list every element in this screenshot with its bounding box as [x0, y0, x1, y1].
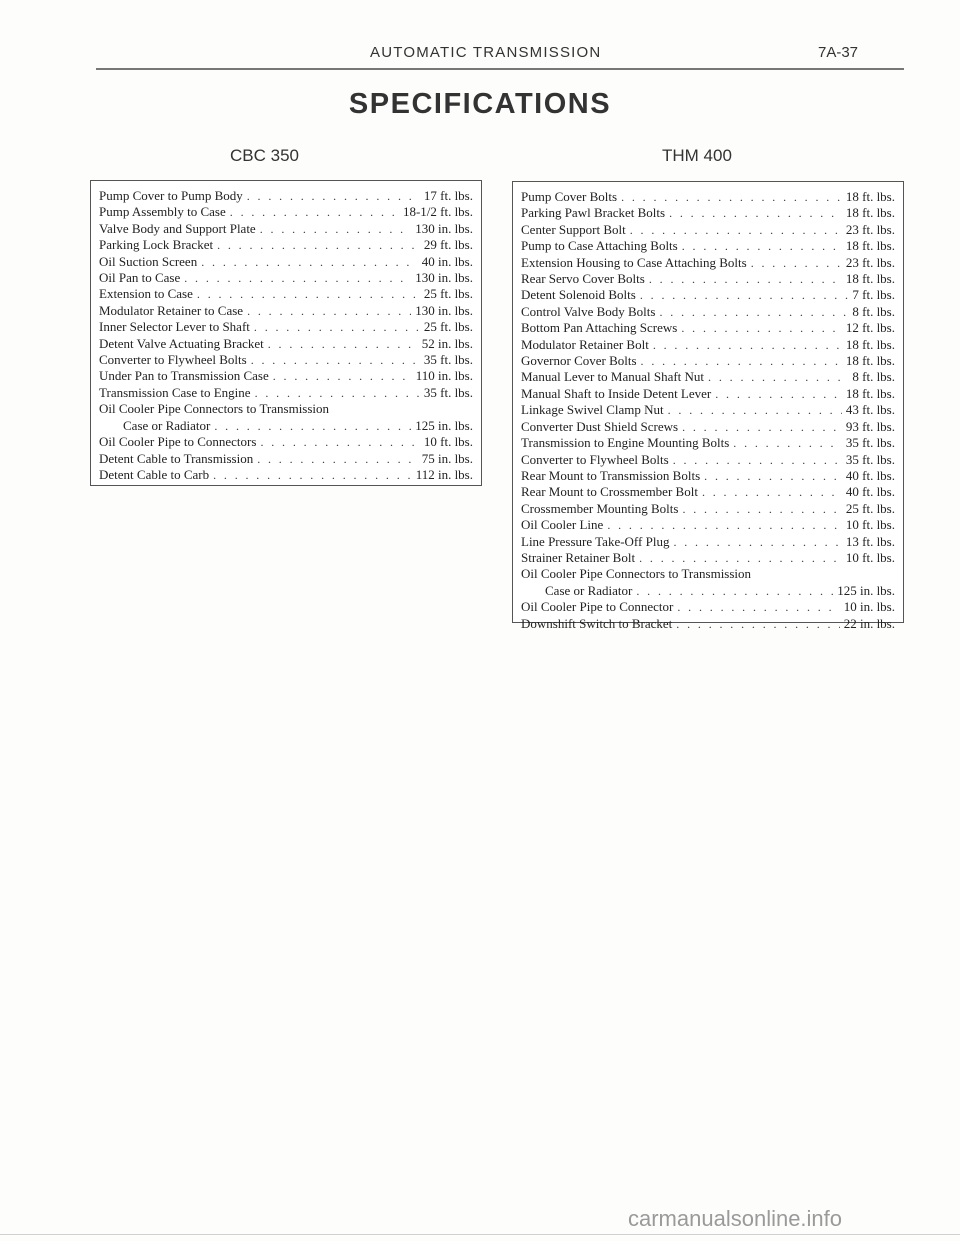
dot-leader [251, 352, 420, 368]
spec-label: Case or Radiator [545, 582, 633, 598]
spec-value: 25 ft. lbs. [423, 286, 473, 302]
spec-label: Converter to Flywheel Bolts [521, 451, 669, 467]
spec-value: 52 in. lbs. [421, 335, 473, 351]
spec-label: Converter Dust Shield Screws [521, 418, 679, 434]
spec-label: Valve Body and Support Plate [99, 220, 256, 236]
spec-label: Line Pressure Take-Off Plug [521, 533, 670, 549]
dot-leader [607, 517, 842, 533]
spec-value: 18 ft. lbs. [845, 336, 895, 352]
dot-leader [640, 287, 849, 303]
spec-value: 25 ft. lbs. [845, 500, 895, 516]
dot-leader [184, 270, 411, 286]
cbc350-heading: CBC 350 [230, 146, 299, 165]
spec-row [99, 352, 473, 368]
spec-value: 35 ft. lbs. [423, 352, 473, 368]
spec-label: Bottom Pan Attaching Screws [521, 320, 678, 336]
spec-label: Rear Servo Cover Bolts [521, 271, 645, 287]
spec-row [99, 254, 473, 270]
spec-value: 12 ft. lbs. [845, 320, 895, 336]
spec-label: Parking Lock Bracket [99, 237, 214, 253]
spec-label: Oil Cooler Pipe to Connector [521, 599, 674, 615]
spec-label: Modulator Retainer to Case [99, 302, 244, 318]
spec-value: 35 ft. lbs. [845, 451, 895, 467]
spec-value: 35 ft. lbs. [423, 384, 473, 400]
spec-label: Oil Suction Screen [99, 253, 198, 269]
spec-row [521, 468, 895, 484]
dot-leader [673, 452, 842, 468]
spec-label: Control Valve Body Bolts [521, 303, 656, 319]
watermark-text: carmanualsonline.info [628, 1206, 843, 1231]
dot-leader [649, 271, 842, 287]
spec-row [521, 484, 895, 500]
dot-leader [255, 385, 420, 401]
spec-row [521, 534, 895, 550]
dot-leader [669, 205, 842, 221]
spec-label: Pump to Case Attaching Bolts [521, 238, 678, 254]
spec-label: Parking Pawl Bracket Bolts [521, 205, 666, 221]
section-name: AUTOMATIC TRANSMISSION [370, 44, 602, 61]
dot-leader [201, 254, 417, 270]
cbc350-spec-table [90, 180, 482, 486]
spec-row [99, 286, 473, 302]
spec-value: 22 in. lbs. [843, 615, 895, 631]
dot-leader [260, 221, 411, 237]
spec-row [521, 271, 895, 287]
spec-row [521, 583, 895, 599]
dot-leader [708, 369, 848, 385]
spec-row [521, 304, 895, 320]
spec-value: 23 ft. lbs. [845, 254, 895, 270]
spec-value: 18-1/2 ft. lbs. [402, 204, 473, 220]
dot-leader [682, 238, 842, 254]
dot-leader [676, 616, 839, 632]
spec-label: Oil Cooler Line [521, 517, 604, 533]
spec-label: Case or Radiator [123, 417, 211, 433]
spec-row [99, 270, 473, 286]
spec-label: Pump Assembly to Case [99, 204, 226, 220]
spec-label: Extension to Case [99, 286, 193, 302]
spec-value: 17 ft. lbs. [423, 188, 473, 203]
dot-leader [197, 286, 420, 302]
dot-leader [630, 222, 842, 238]
dot-leader [213, 467, 412, 483]
spec-value: 75 in. lbs. [421, 450, 473, 466]
thm400-heading: THM 400 [662, 146, 732, 165]
spec-row [521, 550, 895, 566]
spec-value: 112 in. lbs. [415, 466, 473, 482]
dot-leader [733, 435, 842, 451]
spec-value: 10 ft. lbs. [845, 517, 895, 533]
spec-row [521, 222, 895, 238]
spec-row [521, 452, 895, 468]
spec-label: Extension Housing to Case Attaching Bolts [521, 254, 747, 270]
dot-leader [653, 337, 842, 353]
spec-value: 110 in. lbs. [415, 368, 473, 384]
spec-row [521, 255, 895, 271]
spec-row [521, 337, 895, 353]
dot-leader [681, 320, 842, 336]
spec-label: Modulator Retainer Bolt [521, 336, 649, 352]
spec-row [99, 451, 473, 467]
spec-row [521, 205, 895, 221]
spec-row-label-only: Oil Cooler Pipe Connectors to Transmission [99, 401, 330, 417]
spec-row [99, 237, 473, 253]
spec-row [521, 501, 895, 517]
spec-row [99, 319, 473, 335]
spec-value: 8 ft. lbs. [852, 369, 895, 385]
spec-label: Under Pan to Transmission Case [99, 368, 269, 384]
spec-value: 7 ft. lbs. [852, 287, 895, 303]
thm400-spec-table [512, 181, 904, 631]
spec-row [521, 419, 895, 435]
spec-row [99, 221, 473, 237]
spec-row-label-only: Oil Cooler Pipe Connectors to Transmission [521, 566, 752, 582]
spec-label: Pump Cover Bolts [521, 189, 618, 204]
spec-label: Detent Cable to Carb [99, 466, 210, 482]
dot-leader [639, 550, 842, 566]
dot-leader [273, 368, 412, 384]
spec-label: Crossmember Mounting Bolts [521, 500, 679, 516]
spec-row [521, 402, 895, 418]
dot-leader [260, 434, 419, 450]
dot-leader [641, 353, 842, 369]
spec-row [99, 368, 473, 384]
spec-row [521, 238, 895, 254]
scan-edge-line [0, 1234, 960, 1235]
spec-label: Transmission Case to Engine [99, 384, 251, 400]
spec-row [99, 385, 473, 401]
spec-value: 40 in. lbs. [421, 253, 473, 269]
spec-label: Rear Mount to Crossmember Bolt [521, 484, 698, 500]
spec-label: Converter to Flywheel Bolts [99, 352, 247, 368]
dot-leader [257, 451, 418, 467]
spec-row [521, 287, 895, 303]
spec-label: Downshift Switch to Bracket [521, 615, 673, 631]
spec-value: 18 ft. lbs. [845, 385, 895, 401]
page-number: 7A-37 [818, 44, 859, 61]
header-rule [96, 68, 904, 70]
spec-row [99, 336, 473, 352]
dot-leader [247, 303, 411, 319]
spec-value: 43 ft. lbs. [845, 402, 895, 418]
spec-row [99, 204, 473, 220]
spec-label: Center Support Bolt [521, 221, 626, 237]
dot-leader [704, 468, 842, 484]
spec-value: 13 ft. lbs. [845, 533, 895, 549]
dot-leader [214, 418, 411, 434]
spec-label: Strainer Retainer Bolt [521, 549, 636, 565]
spec-value: 8 ft. lbs. [852, 303, 895, 319]
spec-label: Manual Lever to Manual Shaft Nut [521, 369, 705, 385]
spec-label: Governor Cover Bolts [521, 353, 637, 369]
dot-leader [621, 189, 842, 205]
dot-leader [247, 188, 420, 204]
spec-value: 40 ft. lbs. [845, 484, 895, 500]
spec-value: 35 ft. lbs. [845, 435, 895, 451]
spec-value: 130 in. lbs. [415, 302, 473, 318]
dot-leader [677, 599, 839, 615]
spec-label: Oil Pan to Case [99, 270, 181, 286]
spec-row [99, 467, 473, 483]
spec-row [99, 303, 473, 319]
spec-label: Pump Cover to Pump Body [99, 188, 243, 203]
dot-leader [682, 419, 842, 435]
spec-row [521, 599, 895, 615]
spec-value: 18 ft. lbs. [845, 189, 895, 204]
spec-value: 23 ft. lbs. [845, 221, 895, 237]
spec-row [521, 616, 895, 632]
spec-row [521, 435, 895, 451]
spec-label: Oil Cooler Pipe to Connectors [99, 434, 257, 450]
spec-row [521, 369, 895, 385]
dot-leader [673, 534, 841, 550]
page-title: SPECIFICATIONS [348, 88, 612, 120]
spec-value: 18 ft. lbs. [845, 205, 895, 221]
dot-leader [682, 501, 841, 517]
spec-row [521, 386, 895, 402]
spec-value: 130 in. lbs. [415, 220, 473, 236]
spec-row [99, 434, 473, 450]
spec-value: 25 ft. lbs. [423, 319, 473, 335]
spec-label: Detent Valve Actuating Bracket [99, 335, 264, 351]
spec-value: 125 in. lbs. [415, 417, 473, 433]
spec-row [521, 517, 895, 533]
spec-label: Detent Solenoid Bolts [521, 287, 636, 303]
dot-leader [715, 386, 842, 402]
dot-leader [268, 336, 418, 352]
spec-value: 10 in. lbs. [843, 599, 895, 615]
spec-label: Linkage Swivel Clamp Nut [521, 402, 664, 418]
spec-value: 10 ft. lbs. [845, 549, 895, 565]
spec-value: 125 in. lbs. [837, 582, 895, 598]
spec-label: Transmission to Engine Mounting Bolts [521, 435, 730, 451]
spec-label: Manual Shaft to Inside Detent Lever [521, 385, 712, 401]
spec-label: Inner Selector Lever to Shaft [99, 319, 250, 335]
spec-row [99, 418, 473, 434]
spec-label: Detent Cable to Transmission [99, 450, 254, 466]
spec-row [521, 189, 895, 205]
spec-value: 40 ft. lbs. [845, 467, 895, 483]
dot-leader [217, 237, 420, 253]
spec-row [99, 188, 473, 204]
dot-leader [254, 319, 420, 335]
dot-leader [668, 402, 842, 418]
dot-leader [659, 304, 848, 320]
dot-leader [636, 583, 833, 599]
spec-label: Rear Mount to Transmission Bolts [521, 467, 701, 483]
spec-value: 10 ft. lbs. [423, 434, 473, 450]
spec-row [521, 320, 895, 336]
spec-value: 130 in. lbs. [415, 270, 473, 286]
page-header [0, 44, 960, 66]
spec-value: 29 ft. lbs. [423, 237, 473, 253]
dot-leader [702, 484, 842, 500]
dot-leader [751, 255, 842, 271]
spec-value: 18 ft. lbs. [845, 353, 895, 369]
spec-row [521, 353, 895, 369]
spec-value: 93 ft. lbs. [845, 418, 895, 434]
spec-value: 18 ft. lbs. [845, 271, 895, 287]
dot-leader [230, 204, 399, 220]
spec-value: 18 ft. lbs. [845, 238, 895, 254]
